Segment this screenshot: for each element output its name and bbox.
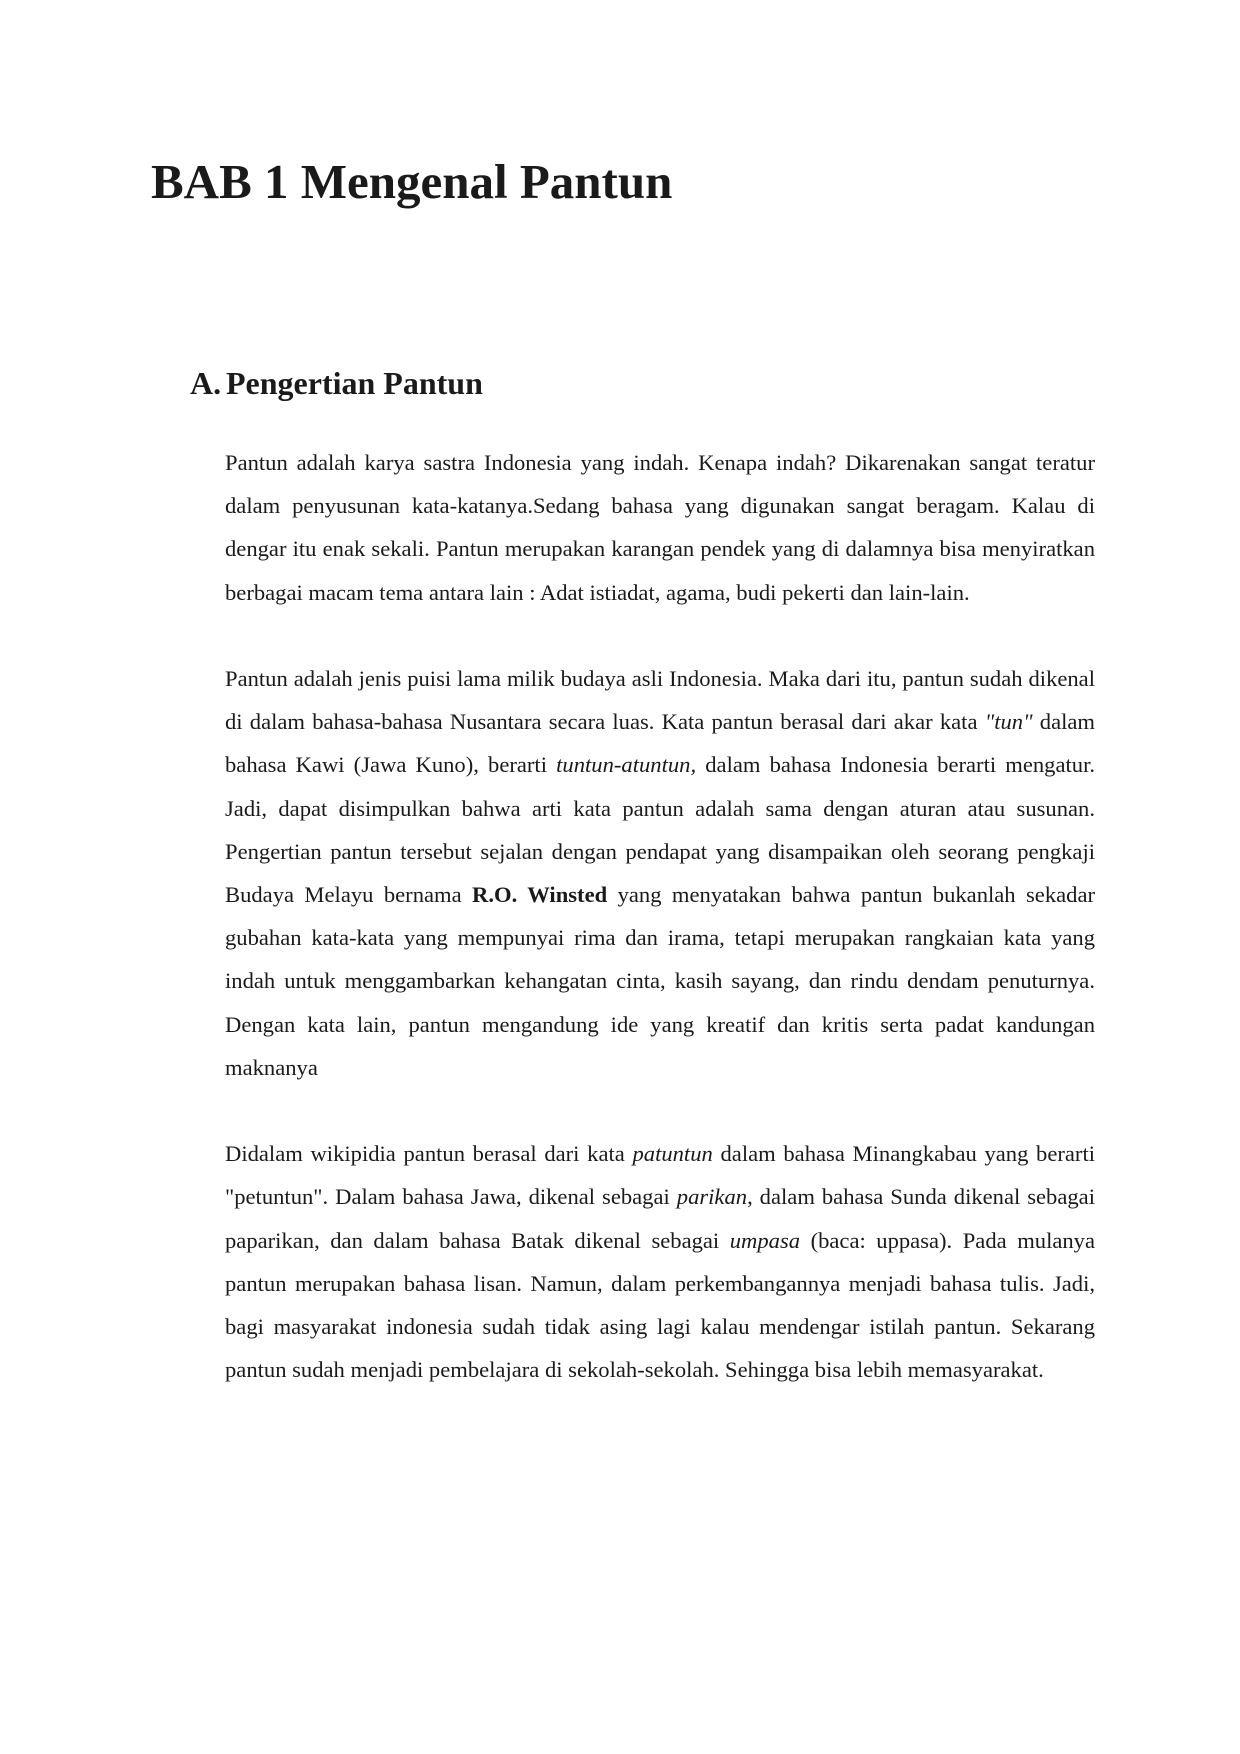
- paragraph-2-text-2: dalam bahasa Kawi (Jawa Kuno), berarti: [225, 709, 1096, 778]
- paragraph-2: [225, 657, 1095, 1089]
- section-title: Pengertian Pantun: [226, 365, 483, 401]
- section-heading: [190, 362, 483, 404]
- paragraph-3-text-1: Didalam wikipidia pantun berasal dari kata: [225, 1141, 633, 1167]
- paragraph-3-text-2: dalam bahasa Minangkabau yang berarti "petuntun". Dalam bahasa Jawa, dikenal sebagai: [225, 1141, 1096, 1210]
- chapter-title: BAB 1 Mengenal Pantun: [151, 154, 673, 209]
- paragraph-1: [225, 441, 1095, 614]
- term-tun: "tun": [984, 709, 1033, 735]
- paragraph-3-text-4: (baca: uppasa). Pada mulanya pantun merupakan bahasa lisan. Namun, dalam perkembangannya menjadi bahasa tulis. Jadi, bagi masyarakat indonesia sudah tidak asing lagi kalau mendengar istilah pantun. Sekarang pantun sudah menjadi pembelajara di sekolah-sekolah. Sehingga bisa lebih memasyarakat.: [225, 1227, 1095, 1383]
- body-text: [225, 441, 1095, 1435]
- paragraph-2-text-4: yang menyatakan bahwa pantun bukanlah sekadar gubahan kata-kata yang mempunyai rima dan irama, tetapi merupakan rangkaian kata yang indah untuk menggambarkan kehangatan cinta, kasih sayang, dan rindu dendam penuturnya. Dengan kata lain, pantun mengandung ide yang kreatif dan kritis serta padat kandungan maknanya: [225, 882, 1095, 1080]
- paragraph-1-text: Pantun adalah karya sastra Indonesia yang indah. Kenapa indah? Dikarenakan sangat teratur dalam penyusunan kata-katanya.Sedang bahasa yang digunakan sangat beragam. Kalau di dengar itu enak sekali. Pantun merupakan karangan pendek yang di dalamnya bisa menyiratkan berbagai macam tema antara lain : Adat istiadat, agama, budi pekerti dan lain-lain.: [225, 450, 1095, 605]
- author-name: R.O. Winsted: [472, 882, 608, 908]
- paragraph-3: [225, 1132, 1095, 1391]
- term-tuntun-atuntun: tuntun-atuntun,: [556, 752, 697, 778]
- paragraph-2-text-3: dalam bahasa Indonesia berarti mengatur. Jadi, dapat disimpulkan bahwa arti kata pantun adalah sama dengan aturan atau susunan. Pengertian pantun tersebut sejalan dengan pendapat yang disampaikan oleh seorang pengkaji Budaya Melayu bernama: [225, 752, 1095, 908]
- paragraph-2-text-1: Pantun adalah jenis puisi lama milik budaya asli Indonesia. Maka dari itu, pantun sudah dikenal di dalam bahasa-bahasa Nusantara secara luas. Kata pantun berasal dari akar kata: [225, 666, 1095, 735]
- term-patuntun: patuntun: [632, 1141, 713, 1167]
- term-parikan: parikan: [676, 1184, 748, 1210]
- section-number: A.: [190, 365, 222, 401]
- term-umpasa: umpasa: [729, 1227, 801, 1253]
- paragraph-3-text-3: , dalam bahasa Sunda dikenal sebagai paparikan, dan dalam bahasa Batak dikenal sebagai: [225, 1184, 1095, 1253]
